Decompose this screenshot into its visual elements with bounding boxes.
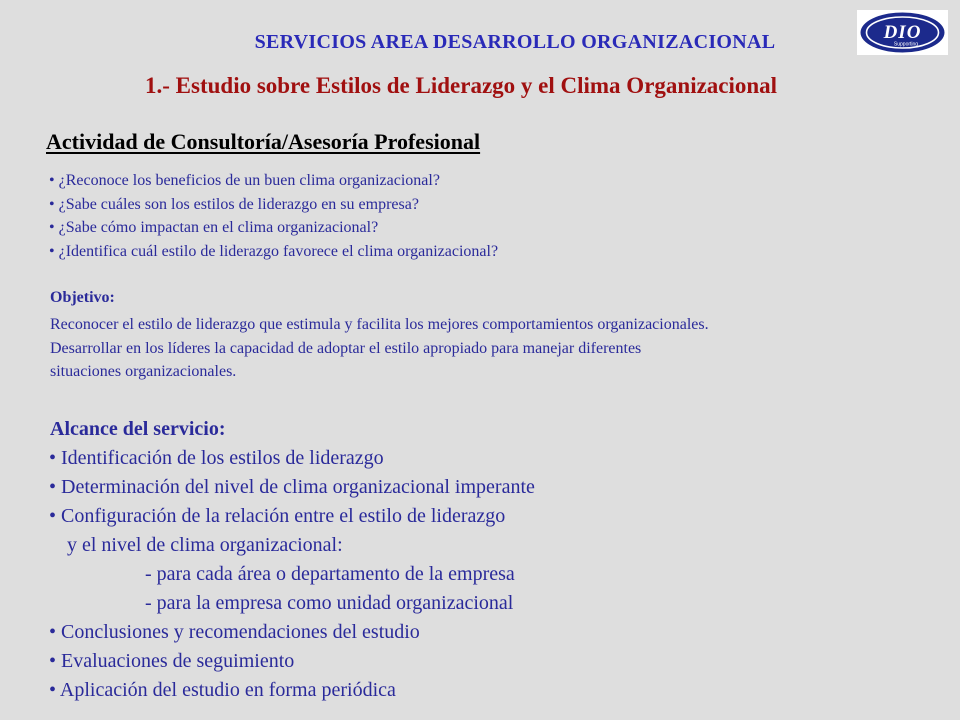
scope-item: • Aplicación del estudio en forma periódica: [49, 679, 396, 701]
study-title: 1.- Estudio sobre Estilos de Liderazgo y el Clima Organizacional: [145, 73, 778, 98]
dio-logo: [857, 10, 948, 55]
logo-tagline: Supporting: [893, 41, 919, 48]
scope-label: Alcance del servicio:: [50, 418, 226, 440]
scope-sub-item: - para cada área o departamento de la empresa: [145, 563, 515, 585]
objective-line: Reconocer el estilo de liderazgo que estimula y facilita los mejores comportamientos organizacionales.: [50, 316, 709, 333]
scope-list: [49, 444, 535, 705]
scope-item: • Evaluaciones de seguimiento: [49, 650, 295, 672]
scope-item: • Determinación del nivel de clima organizacional imperante: [49, 476, 535, 498]
objective-line: situaciones organizacionales.: [50, 363, 237, 380]
question-item: • ¿Identifica cuál estilo de liderazgo favorece el clima organizacional?: [49, 242, 499, 260]
scope-item-continuation: y el nivel de clima organizacional:: [67, 534, 343, 556]
objective-text: [50, 313, 709, 384]
objective-label: Objetivo:: [50, 289, 115, 306]
section-heading: Actividad de Consultoría/Asesoría Profesional: [46, 129, 481, 154]
scope-item: • Configuración de la relación entre el estilo de liderazgo: [49, 505, 506, 527]
question-item: • ¿Reconoce los beneficios de un buen clima organizacional?: [49, 172, 440, 189]
question-item: • ¿Sabe cuáles son los estilos de liderazgo en su empresa?: [49, 195, 419, 213]
scope-item: • Conclusiones y recomendaciones del estudio: [49, 621, 420, 643]
questions-list: [49, 169, 498, 263]
scope-item: • Identificación de los estilos de liderazgo: [49, 447, 384, 469]
objective-line: Desarrollar en los líderes la capacidad de adoptar el estilo apropiado para manejar diferentes: [50, 339, 642, 357]
logo-text: DIO: [883, 22, 922, 43]
question-item: • ¿Sabe cómo impactan en el clima organizacional?: [49, 219, 379, 236]
page-header-title: SERVICIOS AREA DESARROLLO ORGANIZACIONAL: [254, 31, 776, 53]
scope-sub-item: - para la empresa como unidad organizacional: [145, 592, 514, 614]
